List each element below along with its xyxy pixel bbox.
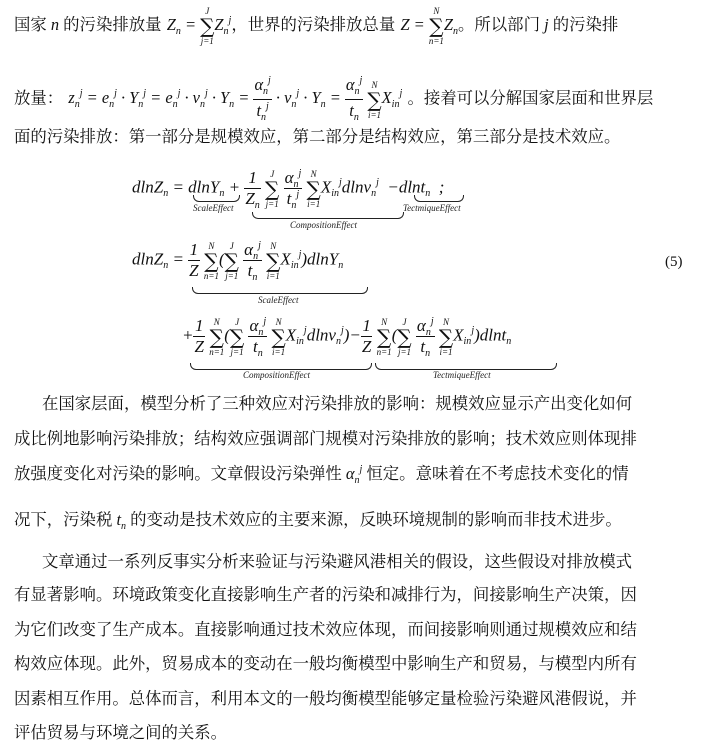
para1-line-4 xyxy=(14,509,622,534)
equation-number: (5) xyxy=(665,254,683,270)
para1-line-3a: 放强度变化对污染的影响。文章假设污染弹性 xyxy=(14,464,342,483)
math-n: n xyxy=(46,14,64,34)
para2-line-4: 构效应体现。此外，贸易成本的变动在一般均衡模型中影响生产和贸易，与模型内所有 xyxy=(14,654,637,673)
para1-line-3 xyxy=(14,463,629,488)
math-j: j xyxy=(539,14,553,34)
para2-line-3: 为它们改变了生产成本。直接影响通过技术效应体现，而间接影响则通过规模效应和结 xyxy=(14,620,637,639)
math-z-sum: Z = N ∑ n=1 $Z_n$ xyxy=(400,6,459,46)
brace-scale-2 xyxy=(192,287,368,294)
label-scale-effect-1: ScaleEffect xyxy=(193,203,234,213)
para2-line-2: 有显著影响。环境政策变化直接影响生产者的污染和减排行为，间接影响生产决策，因 xyxy=(14,585,637,604)
line2-part-b: 。接着可以分解国家层面和世界层 xyxy=(407,88,654,108)
para1-line-1: 在国家层面，模型分析了三种效应对污染排放的影响：规模效应显示产出变化如何 xyxy=(42,394,633,413)
para2-line-6: 评估贸易与环境之间的关系。 xyxy=(14,723,228,742)
brace-technique-1 xyxy=(414,195,464,202)
line1-part-a: 国家 xyxy=(14,14,47,34)
label-technique-effect-1: TectmiqueEffect xyxy=(403,203,461,213)
equation-national: dlnZ$_n$ = dlnY$_n$ + $\frac{1}{Z_n}$ J ∑ j=1 $\frac{\alpha_n^j}{t_n^j}$ N ∑ i=1 $X_{in}^jdln\nu_n^j -dlnt_n$ ; xyxy=(132,168,445,211)
label-composition-effect-1: CompositionEffect xyxy=(290,220,357,230)
text-line-3 xyxy=(14,126,620,148)
text-line-1 xyxy=(14,6,618,46)
brace-technique-2 xyxy=(375,363,557,370)
brace-scale-1 xyxy=(193,195,240,202)
math-emission-identity: $z_n^j = e_n^j \cdot Y_n^j = e_n^j \cdot \nu_n^j \cdot Y_n$ = $\frac{\alpha_n^j}{t_n^j}$ · $\nu_n^j \cdot Y_n$ = $\frac{\alpha_n^j}{t_n}$ N ∑ i=1 $X_{in}^j$ xyxy=(68,75,403,123)
line1-part-b: 的污染排放量 xyxy=(63,14,162,34)
label-scale-effect-2: ScaleEffect xyxy=(258,295,299,305)
text-line-2 xyxy=(14,74,653,125)
para1-line-4a: 况下，污染税 xyxy=(14,510,113,529)
label-technique-effect-2: TectmiqueEffect xyxy=(433,370,491,380)
label-composition-effect-2: CompositionEffect xyxy=(243,370,310,380)
para1-line-4b: 的变动是技术效应的主要来源，反映环境规制的影响而非技术进步。 xyxy=(130,510,622,529)
brace-composition-1 xyxy=(252,212,404,219)
math-alpha: $\alpha_n^j$ xyxy=(341,464,363,486)
para1-line-3b: 恒定。意味着在不考虑技术变化的情 xyxy=(366,464,629,483)
para2-line-5: 因素相互作用。总体而言，利用本文的一般均衡模型能够定量检验污染避风港假说，并 xyxy=(14,689,637,708)
line1-part-d: 。所以部门 xyxy=(458,14,540,34)
para1-line-2: 成比例地影响污染排放；结构效应强调部门规模对污染排放的影响；技术效应则体现排 xyxy=(14,429,637,448)
brace-composition-2 xyxy=(190,363,372,370)
line1-part-c: ，世界的污染排放总量 xyxy=(231,14,396,34)
equation-world-scale: dlnZ$_n$ = $\frac{1}{Z}$ N ∑ n=1 ( J ∑ j=1 $\frac{\alpha_n^j}{t_n}$ N ∑ i=1 $X_{in}^j)dlnY_n$ xyxy=(132,240,344,283)
line2-part-a: 放量： xyxy=(14,88,64,108)
math-zn-sum: $Z_n$ = J ∑ j=1 $Z_n^j$ xyxy=(166,6,232,46)
equation-world-comp-tech: + $\frac{1}{Z}$ N ∑ n=1 ( J ∑ j=1 $\frac{\alpha_n^j}{t_n}$ N ∑ i=1 $X_{in}^jdln\nu_n^j)-$ $\frac{1}{Z}$ N ∑ n=1 ( J ∑ j=1 $\frac{\alpha_n^j}{t_n}$ N ∑ i=1 $X_{in}^j)dlnt_n$ xyxy=(182,316,512,359)
math-tn: $t_n$ xyxy=(112,510,126,532)
line1-part-e: 的污染排 xyxy=(552,14,619,34)
para2-line-1: 文章通过一系列反事实分析来验证与污染避风港相关的假设，这些假设对排放模式 xyxy=(42,552,633,571)
line3-text: 面的污染排放：第一部分是规模效应，第二部分是结构效应，第三部分是技术效应。 xyxy=(14,127,621,146)
